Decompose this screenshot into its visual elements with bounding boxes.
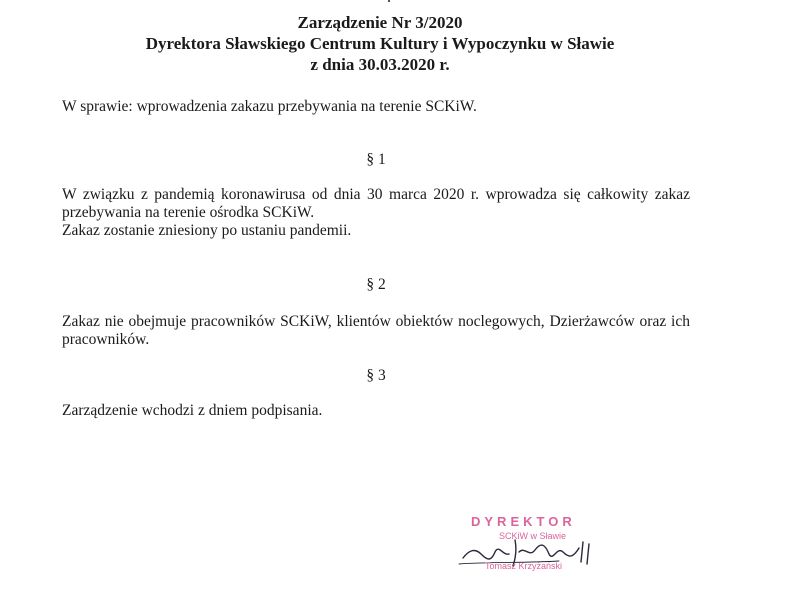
scan-speck	[388, 0, 390, 2]
section-1-mark: § 1	[366, 151, 386, 168]
header-issuer: Dyrektora Sławskiego Centrum Kultury i Wypoczynku w Sławie	[145, 34, 615, 53]
header-date: z dnia 30.03.2020 r.	[310, 55, 450, 74]
document-header	[0, 12, 760, 75]
section-3-mark: § 3	[366, 367, 386, 384]
stamp-institution: SCKiW w Sławie	[499, 531, 567, 541]
section-1-line-2: Zakaz zostanie zniesiony po ustaniu pandemii.	[62, 222, 352, 239]
header-title: Zarządzenie Nr 3/2020	[297, 13, 463, 32]
section-2-text	[62, 313, 690, 349]
section-1-line-1: W związku z pandemią koronawirusa od dnia 30 marca 2020 r. wprowadza się całkowity zakaz przebywania na terenie ośrodka SCKiW.	[62, 186, 690, 221]
section-2-line-1: Zakaz nie obejmuje pracowników SCKiW, klientów obiektów noclegowych, Dzierżawców oraz ich pracowników.	[62, 313, 690, 348]
stamp-title: DYREKTOR	[471, 514, 576, 529]
stamp-name: Tomasz Krzyżański	[485, 561, 563, 571]
section-1-text	[62, 186, 690, 240]
section-3-text	[62, 402, 690, 420]
director-stamp-signature	[455, 510, 615, 580]
subject-line: W sprawie: wprowadzenia zakazu przebywania na terenie SCKiW.	[62, 98, 477, 115]
section-2-mark: § 2	[366, 276, 386, 293]
section-3-line-1: Zarządzenie wchodzi z dniem podpisania.	[62, 402, 323, 419]
